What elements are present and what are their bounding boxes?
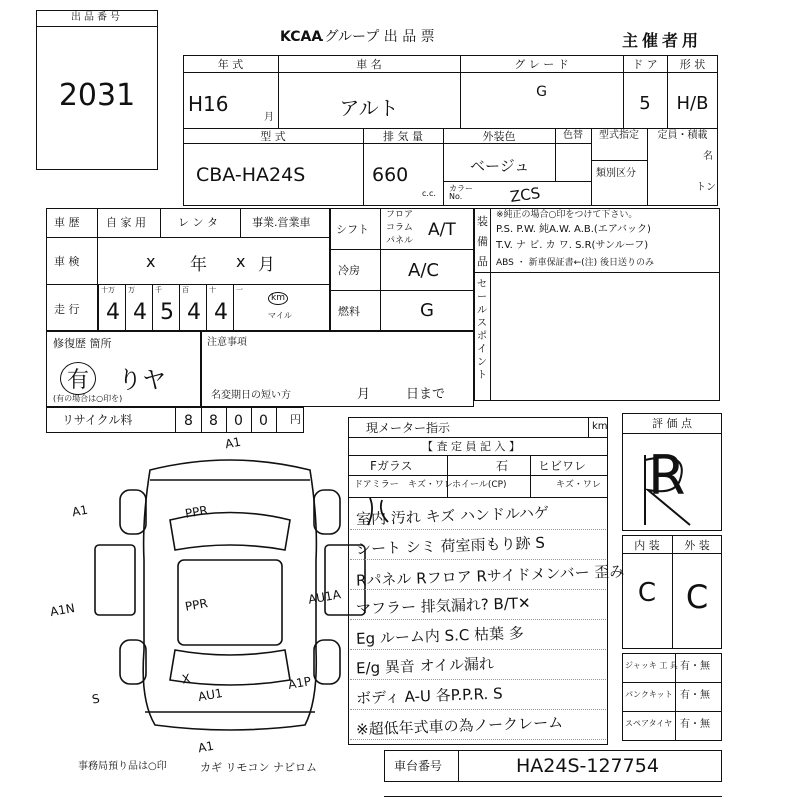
ac-value: A/C [408, 260, 439, 281]
mileage-cell-divider [152, 284, 153, 331]
km-label: km [268, 292, 288, 305]
doors-label: ド ア [632, 58, 658, 71]
mileage-cell-divider [179, 284, 180, 331]
inspector-note: ※超低年式車の為ノークレーム [355, 713, 564, 739]
grade-value: G [536, 84, 547, 100]
diagram-mark: A1 [196, 738, 215, 756]
equipment-label: 装備品 [477, 215, 488, 268]
diagram-mark: A1N [48, 600, 76, 620]
recycle-label: リサイクル料 [62, 413, 133, 427]
interior-value: C [637, 578, 657, 608]
notice-day: 日まで [406, 387, 446, 402]
wheel-rr [314, 640, 340, 684]
capacity-unit-persons: 名 [703, 151, 713, 162]
repair-label: 修復歴 箇所 [53, 337, 112, 350]
score-label: 評 価 点 [652, 417, 692, 430]
score-value: R [648, 444, 686, 507]
notes-rule [350, 619, 606, 620]
shift-column[interactable]: コラム [386, 223, 413, 233]
brand-logo: KCAA [280, 29, 323, 45]
sales-point-label: セールスポイント [477, 279, 487, 381]
wheel-fr [314, 490, 340, 534]
lot-number: 2031 [58, 78, 136, 113]
diagram-mark: A1P [286, 674, 313, 692]
inspector-note: Eg ルーム内 S.C 枯葉 多 [355, 624, 525, 648]
fuel-label: 燃料 [338, 305, 360, 318]
notes-rule [350, 529, 606, 530]
mileage-cell-divider [206, 284, 207, 331]
shape-label: 形 状 [679, 58, 706, 71]
recycle-divider [201, 407, 202, 433]
mileage-digit-label: 一 [236, 286, 243, 294]
mileage-digit-label: 十万 [101, 286, 115, 294]
mileage-digit-label: 百 [182, 286, 189, 294]
tool-label: パンクキット [625, 690, 673, 699]
notice-month: 月 [357, 387, 371, 402]
office-items: カギ リモコン ナビロム [200, 761, 317, 774]
notes-rule [350, 709, 606, 710]
class-label: 類別区分 [596, 168, 636, 179]
mileage-digit: 5 [160, 300, 174, 325]
tools-col-divider [675, 653, 676, 741]
fglass-label: Fガラス [370, 459, 413, 473]
recycle-digit: 8 [184, 413, 193, 429]
mirror-options: キズ・ワレ [408, 480, 453, 490]
displacement-unit: c.c. [422, 189, 436, 198]
recycle-digit: 0 [259, 413, 268, 429]
notes-rule [350, 679, 606, 680]
inspector-note: シート シミ 荷室雨もり跡 S [355, 533, 546, 559]
recycle-digit: 8 [209, 413, 218, 429]
equip-options-3: ABS ・ 新車保証書←(注) 後日送りのみ [496, 258, 655, 268]
equip-options-1: P.S. P.W. 純A.W. A.B.(エアバック) [496, 224, 651, 235]
tool-value: 有・無 [680, 690, 710, 701]
diagram-mark: A1 [70, 502, 89, 520]
color-value: ベージュ [470, 157, 530, 175]
mile-label: マイル [268, 311, 292, 320]
grade-label: グ レ ー ド [514, 58, 569, 71]
wheel-rl [120, 640, 146, 684]
history-private[interactable]: 自 家 用 [106, 216, 146, 229]
diagram-mark: AU1A [307, 587, 342, 607]
notes-rule [350, 739, 606, 740]
model-value: CBA-HA24S [196, 164, 306, 186]
mileage-label: 走 行 [54, 303, 80, 316]
shift-label: シフト [336, 223, 369, 236]
capacity-unit-tons: トン [696, 182, 716, 193]
tool-value: 有・無 [680, 661, 710, 672]
notice-label: 注意事項 [207, 337, 247, 348]
diagram-mark: X [180, 671, 192, 687]
recycle-unit: 円 [290, 413, 301, 426]
tool-label: ジャッキ 工 具 [625, 661, 678, 670]
shift-value: A/T [428, 220, 456, 240]
type-cert-label: 型式指定 [599, 130, 639, 141]
inspector-note: 室内 汚れ キズ ハンドルハゲ [355, 503, 550, 529]
mileage-digit: 4 [214, 300, 228, 325]
mileage-digit: 4 [133, 300, 147, 325]
left-door [95, 545, 135, 615]
mileage-digit-label: 十 [209, 286, 216, 294]
vin-label: 車台番号 [394, 759, 443, 773]
wheel-options: キズ・ワレ [556, 480, 601, 490]
wheel-label: ホイール(CP) [452, 480, 507, 490]
recycle-digit: 0 [234, 413, 243, 429]
year-value: H16 [188, 92, 229, 116]
vin-value: HA24S-127754 [516, 755, 659, 777]
fuel-value: G [420, 300, 434, 321]
diagram-mark: PPR [183, 596, 209, 614]
year-label: 年 式 [217, 58, 244, 71]
lot-label: 出品番号 [71, 12, 123, 23]
repair-value: 有 [60, 362, 96, 395]
color-change-label: 色替 [563, 130, 583, 141]
repair-note: (有の場合は○印を) [53, 394, 123, 403]
sheet-title: .グループ 出 品 票 [320, 29, 435, 45]
mileage-digit-label: 万 [128, 286, 135, 294]
color-label: 外装色 [482, 130, 516, 143]
wheel-fl [120, 490, 146, 534]
equip-options-2: T.V. ナ ビ. カ ワ. S.R(サンルーフ) [496, 240, 649, 251]
history-label: 車 歴 [54, 216, 80, 229]
mileage-digit-label: 千 [155, 286, 162, 294]
equipment-block [474, 208, 720, 401]
fglass-stone: 石 [496, 459, 509, 473]
inspector-note: E/g 異音 オイル漏れ [355, 654, 495, 678]
displacement-label: 排 気 量 [383, 130, 423, 143]
mileage-cell-divider [98, 284, 99, 331]
capacity-label: 定員・積載 [657, 130, 708, 141]
shaken-label: 車 検 [54, 255, 80, 268]
exterior-value: C [685, 578, 709, 616]
exterior-label: 外 装 [684, 539, 710, 552]
office-items-label: 事務局預り品は○印 [78, 761, 167, 772]
year-month-mark: 月 [264, 112, 274, 123]
inspector-label: 【 査 定 員 記 入 】 [422, 440, 520, 453]
history-rental[interactable]: レ ン タ [178, 216, 218, 229]
diagram-mark: AU1 [196, 685, 224, 705]
recycle-divider [276, 407, 277, 433]
shaken-month: 月 [258, 255, 275, 275]
history-business[interactable]: 事業.営業車 [252, 216, 311, 229]
tool-label: スペアタイヤ [625, 719, 673, 728]
repair-detail: りヤ [118, 366, 166, 394]
shift-floor[interactable]: フロア [386, 210, 414, 220]
mirror-label: ドアミラー [354, 480, 399, 490]
model-label: 型 式 [260, 130, 286, 143]
recycle-divider [226, 407, 227, 433]
notes-rule [350, 559, 606, 560]
inspector-note: Rパネル Rフロア Rサイドメンバー 歪み [355, 562, 625, 590]
shaken-year: 年 [190, 255, 207, 275]
mileage-digit: 4 [106, 300, 120, 325]
meter-unit: km [592, 421, 608, 432]
notes-rule [350, 649, 606, 650]
inspector-note: マフラー 排気漏れ? B/T✕ [355, 593, 531, 619]
mileage-cell-divider [233, 284, 234, 331]
ac-label: 冷房 [338, 264, 360, 277]
organizer-label: 主催者用 [622, 31, 703, 50]
tool-value: 有・無 [680, 719, 710, 730]
shift-panel[interactable]: パネル [386, 236, 414, 246]
displacement-value: 660 [372, 164, 409, 186]
interior-label: 内 装 [634, 539, 660, 552]
color-no-value: ZCS [508, 183, 542, 207]
equip-note: ※純正の場合○印をつけて下さい。 [496, 210, 638, 220]
mileage-digit: 4 [187, 300, 201, 325]
name-value: アルト [339, 96, 399, 120]
shape-value: H/B [676, 93, 709, 114]
name-change-label: 名変期日の短い方 [211, 390, 291, 401]
diagram-mark: PPR [183, 503, 209, 521]
shaken-year-x: x [146, 252, 156, 271]
mileage-cell-divider [125, 284, 126, 331]
tools-divider [622, 682, 722, 683]
name-label: 車 名 [356, 58, 382, 71]
color-no-label: カラー No. [449, 184, 473, 201]
diagram-mark: S [90, 691, 101, 707]
shaken-month-x: x [236, 252, 246, 271]
recycle-divider [251, 407, 252, 433]
meter-label: 現メーター指示 [366, 421, 451, 435]
doors-value: 5 [639, 93, 651, 114]
diagram-mark: A1 [223, 434, 242, 452]
tools-divider [622, 711, 722, 712]
fglass-crack: ヒビワレ [538, 459, 587, 473]
inspector-note: ボディ A-U 各P.P.R. S [355, 684, 503, 708]
